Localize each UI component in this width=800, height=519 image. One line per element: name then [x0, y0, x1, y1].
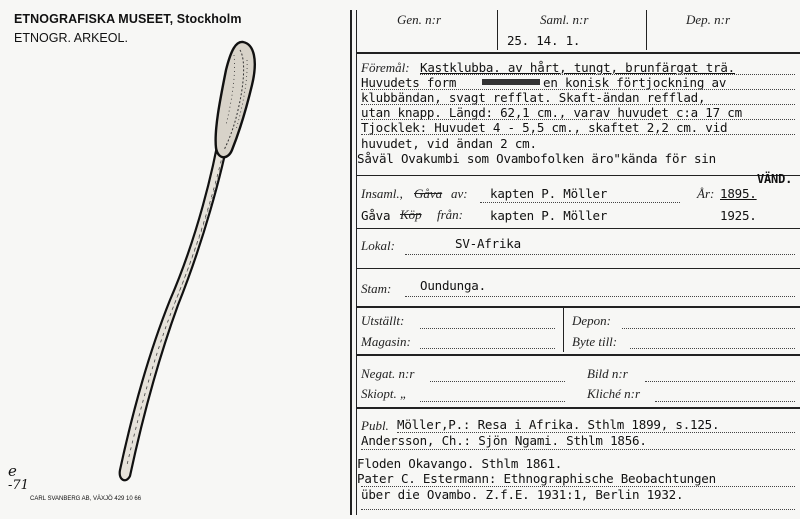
top-divider-1 — [497, 10, 498, 50]
publication-line-2: Andersson, Ch.: Sjön Ngami. Sthlm 1856. — [361, 433, 647, 448]
negat-label: Negat. n:r — [361, 366, 415, 381]
card-inner-border — [356, 10, 357, 515]
publication-line-1: Möller,P.: Resa i Afrika. Sthlm 1899, s.125. — [397, 417, 720, 432]
kop-struck-label: Köp — [400, 207, 422, 222]
av-label: av: — [451, 186, 468, 201]
department-name: ETNOGR. ARKEOL. — [14, 31, 128, 45]
object-description-line-2: Huvudets form — [361, 75, 457, 90]
object-description-line-3: en konisk förtjockning av — [543, 75, 727, 90]
rule-after-lokal — [356, 268, 800, 269]
top-rule — [356, 52, 800, 54]
collection-year: 1895. — [720, 186, 757, 201]
collector-name: kapten P. Möller — [490, 186, 608, 201]
rule-after-magasin — [356, 354, 800, 356]
utstallt-label: Utställt: — [361, 313, 405, 328]
saml-nr-label: Saml. n:r — [540, 12, 589, 27]
gava-label: Gåva — [361, 208, 391, 223]
top-divider-2 — [646, 10, 647, 50]
object-description-line-1: Kastklubba. av hårt, tungt, brunfärgat trä. — [420, 60, 736, 75]
rule-after-negat — [356, 407, 800, 409]
catalog-mark-initial: e — [8, 462, 17, 480]
insaml-label: Insaml., — [361, 186, 403, 201]
rule-after-foremal — [356, 175, 800, 176]
publ-label: Publ. — [361, 418, 389, 433]
gava-struck-label: Gåva — [414, 186, 443, 201]
ar-label: År: — [697, 186, 715, 201]
saml-nr-value: 25. 14. 1. — [507, 33, 581, 48]
object-description-line-8: Såväl Ovakumbi som Ovambofolken äro"kända för sin — [357, 151, 716, 166]
lokal-label: Lokal: — [361, 238, 395, 253]
dep-nr-label: Dep. n:r — [686, 12, 731, 27]
object-description-line-6: Tjocklek: Huvudet 4 - 5,5 cm., skaftet 2,2 cm. vid — [361, 120, 728, 135]
crossed-out-word — [482, 79, 540, 85]
skiopt-label: Skiopt. „ — [361, 386, 408, 401]
rule-after-stam — [356, 306, 800, 308]
donation-year: 1925. — [720, 208, 757, 223]
locality-value: SV-Afrika — [455, 236, 521, 251]
card-left-border — [350, 10, 352, 515]
depon-label: Depon: — [572, 313, 611, 328]
storage-divider — [563, 308, 564, 352]
object-description-line-7: huvudet, vid ändan 2 cm. — [361, 136, 537, 151]
object-description-line-4: klubbändan, svagt refflat. Skaft-ändan refflad, — [361, 90, 706, 105]
stam-label: Stam: — [361, 281, 392, 296]
kliche-label: Kliché n:r — [587, 386, 641, 401]
publication-line-5: über die Ovambo. Z.f.E. 1931:1, Berlin 1932. — [361, 487, 684, 502]
throwing-club-drawing — [0, 0, 340, 519]
museum-name: ETNOGRAFISKA MUSEET, Stockholm — [14, 12, 242, 26]
foremal-label: Föremål: — [361, 60, 410, 75]
catalog-mark-year: -71 — [8, 478, 29, 493]
bild-label: Bild n:r — [587, 366, 628, 381]
magasin-label: Magasin: — [361, 334, 411, 349]
rule-after-insaml — [356, 228, 800, 229]
byte-till-label: Byte till: — [572, 334, 618, 349]
printer-imprint: CARL SVANBERG AB, VÄXJÖ 429 10 66 — [30, 496, 142, 502]
tribe-value: Oundunga. — [420, 278, 486, 293]
gen-nr-label: Gen. n:r — [397, 12, 442, 27]
vand-note: VÄND. — [757, 172, 793, 186]
donor-name: kapten P. Möller — [490, 208, 608, 223]
object-description-line-5: utan knapp. Längd: 62,1 cm., varav huvudet c:a 17 cm — [361, 105, 742, 120]
publication-line-3: Floden Okavango. Sthlm 1861. — [357, 456, 563, 471]
publication-line-4: Pater C. Estermann: Ethnographische Beobachtungen — [357, 471, 716, 486]
fran-label: från: — [437, 207, 463, 222]
